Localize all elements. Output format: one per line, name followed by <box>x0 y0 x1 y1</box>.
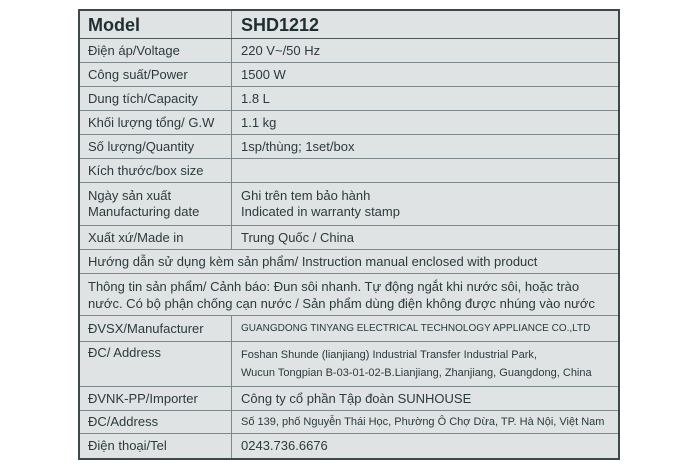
phone-value: 0243.736.6676 <box>241 438 328 453</box>
manufacturer-label: ĐVSX/Manufacturer <box>80 316 232 341</box>
box-size-label: Kích thước/box size <box>80 159 232 182</box>
manufacturer-value: GUANGDONG TINYANG ELECTRICAL TECHNOLOGY APPLIANCE CO.,LTD <box>241 322 591 334</box>
manufacturing-date-label <box>80 183 232 225</box>
manufacturing-date-label-vi: Ngày sản xuất <box>88 188 172 203</box>
box-size-row <box>80 159 618 183</box>
importer-address-label: ĐC/Address <box>80 411 232 433</box>
voltage-label: Điện áp/Voltage <box>80 39 232 62</box>
importer-address-row <box>80 411 618 434</box>
product-info-row <box>80 274 618 316</box>
weight-label: Khối lượng tổng/ G.W <box>80 111 232 134</box>
manufacturer-address-value <box>232 342 618 386</box>
phone-label: Điện thoại/Tel <box>80 434 232 458</box>
model-row <box>80 11 618 39</box>
manufacturer-address-label: ĐC/ Address <box>80 342 232 386</box>
voltage-row <box>80 39 618 63</box>
importer-value: Công ty cổ phần Tập đoàn SUNHOUSE <box>241 390 472 406</box>
importer-row <box>80 387 618 411</box>
capacity-label: Dung tích/Capacity <box>80 87 232 110</box>
manufacturing-date-value-vi: Ghi trên tem bảo hành <box>241 188 371 203</box>
box-size-value <box>232 159 618 182</box>
voltage-value: 220 V~/50 Hz <box>241 42 321 58</box>
manual-note-row <box>80 250 618 274</box>
quantity-label: Số lượng/Quantity <box>80 135 232 158</box>
quantity-value: 1sp/thùng; 1set/box <box>241 138 355 154</box>
importer-label: ĐVNK-PP/Importer <box>80 387 232 410</box>
model-value: SHD1212 <box>241 14 320 35</box>
power-label: Công suất/Power <box>80 63 232 86</box>
capacity-value: 1.8 L <box>241 90 270 106</box>
manufacturer-address-line-1: Foshan Shunde (lianjiang) Industrial Transfer Industrial Park, <box>241 349 537 361</box>
capacity-row <box>80 87 618 111</box>
origin-label: Xuất xứ/Made in <box>80 226 232 249</box>
weight-row <box>80 111 618 135</box>
manual-note: Hướng dẫn sử dụng kèm sản phẩm/ Instruction manual enclosed with product <box>88 254 538 269</box>
manufacturing-date-value <box>232 183 618 225</box>
manufacturing-date-row <box>80 183 618 226</box>
model-label: Model <box>80 11 232 38</box>
product-info-line-2: nước. Có bộ phận chống cạn nước / Sản phẩm dùng điện không được nhúng vào nước <box>88 295 595 311</box>
manufacturer-address-line-2: Wucun Tongpian B-03-01-02-B.Lianjiang, Zhanjiang, Guangdong, China <box>241 367 592 379</box>
spec-table <box>78 9 620 460</box>
phone-row <box>80 434 618 458</box>
importer-address-value: Số 139, phố Nguyễn Thái Học, Phường Ô Chợ Dừa, TP. Hà Nội, Việt Nam <box>241 416 605 428</box>
origin-row <box>80 226 618 250</box>
weight-value: 1.1 kg <box>241 114 277 130</box>
power-row <box>80 63 618 87</box>
manufacturing-date-value-en: Indicated in warranty stamp <box>241 204 400 219</box>
origin-value: Trung Quốc / China <box>241 229 354 245</box>
product-info <box>80 274 618 315</box>
product-info-line-1: Thông tin sản phẩm/ Cảnh báo: Đun sôi nhanh. Tự động ngắt khi nước sôi, hoặc trào <box>88 278 580 294</box>
quantity-row <box>80 135 618 159</box>
manufacturing-date-label-en: Manufacturing date <box>88 204 200 219</box>
manufacturer-address-row <box>80 342 618 387</box>
manufacturer-row <box>80 316 618 342</box>
power-value: 1500 W <box>241 66 286 82</box>
